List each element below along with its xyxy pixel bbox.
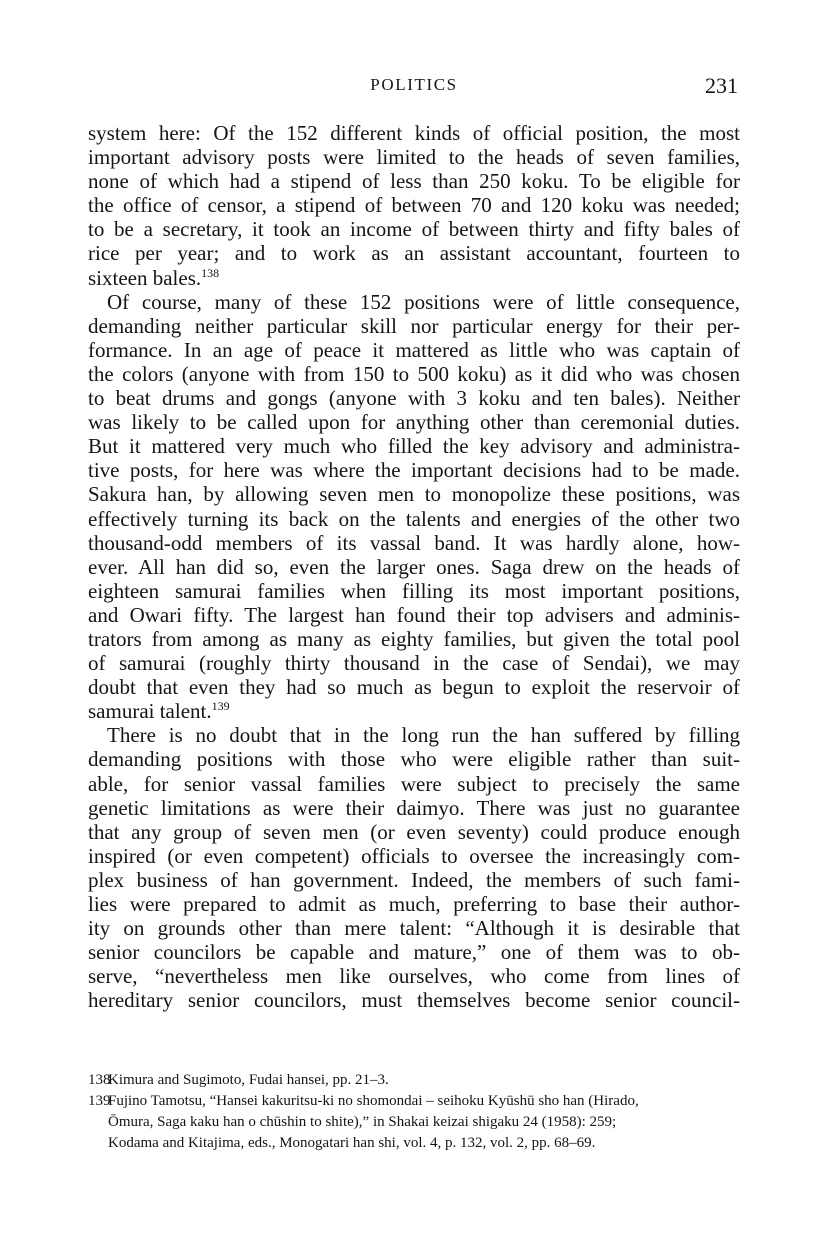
text-line: Sakura han, by allowing seven men to monopolize these positions, was xyxy=(88,482,740,507)
text-line: There is no doubt that in the long run the han suffered by filling xyxy=(107,723,740,748)
text-line: hereditary senior councilors, must themselves become senior council- xyxy=(88,988,740,1013)
text-line: plex business of han government. Indeed, the members of such fami- xyxy=(88,867,740,892)
footnote-138 xyxy=(88,1070,740,1091)
text-line: system here: Of the 152 different kinds of official position, the most xyxy=(88,121,740,145)
text-line: inspired (or even competent) officials to oversee the increasingly com- xyxy=(88,843,740,868)
text-line: trators from among as many as eighty families, but given the total pool xyxy=(88,626,740,651)
footnote-reference-139: 139 xyxy=(211,699,230,714)
text-line: serve, “nevertheless men like ourselves, who come from lines of xyxy=(88,964,740,989)
running-head xyxy=(88,73,740,97)
text-line: to be a secretary, it took an income of between thirty and fifty bales of xyxy=(88,217,740,242)
text-line: lies were prepared to admit as much, preferring to base their author- xyxy=(88,892,740,916)
footnote-text: Fujino Tamotsu, “Hansei kakuritsu-ki no shomondai – seihoku Kyūshū sho han (Hirado, xyxy=(108,1093,639,1109)
text-line: to beat drums and gongs (anyone with 3 koku and ten bales). Neither xyxy=(88,386,740,411)
text-line: ever. All han did so, even the larger ones. Saga drew on the heads of xyxy=(88,554,740,579)
text-line: the office of censor, a stipend of between 70 and 120 koku was needed; xyxy=(88,193,740,218)
page-number: 231 xyxy=(705,73,738,98)
footnote-text: Kimura and Sugimoto, Fudai hansei, pp. 21–3. xyxy=(108,1072,389,1088)
text-line: ity on grounds other than mere talent: “Although it is desirable that xyxy=(88,916,740,941)
footnote-139 xyxy=(88,1091,740,1112)
text-line: of samurai (roughly thirty thousand in the case of Sendai), we may xyxy=(88,651,740,676)
text-line: doubt that even they had so much as begun to exploit the reservoir of xyxy=(88,675,740,700)
text-line xyxy=(88,266,740,290)
text-line: eighteen samurai families when filling its most important positions, xyxy=(88,578,740,603)
text-line: none of which had a stipend of less than 250 koku. To be eligible for xyxy=(88,169,740,194)
text-line: Of course, many of these 152 positions were of little consequence, xyxy=(107,289,740,314)
text-line: effectively turning its back on the talents and energies of the other two xyxy=(88,506,740,531)
text-line: demanding positions with those who were eligible rather than suit- xyxy=(88,747,740,772)
text-line: was likely to be called upon for anything other than ceremonial duties. xyxy=(88,410,740,435)
footnote-number: 138 xyxy=(88,1072,111,1088)
footnote-text: Kodama and Kitajima, eds., Monogatari han shi, vol. 4, p. 132, vol. 2, pp. 68–69. xyxy=(108,1135,596,1151)
footnote-text: Ōmura, Saga kaku han o chūshin to shite),” in Shakai keizai shigaku 24 (1958): 259; xyxy=(108,1114,617,1130)
body-text xyxy=(88,121,740,1012)
text-line: thousand-odd members of its vassal band. It was hardly alone, how- xyxy=(88,530,740,555)
text-line xyxy=(88,699,740,723)
text-line: senior councilors be capable and mature,” one of them was to ob- xyxy=(88,940,740,965)
running-title: POLITICS xyxy=(370,75,458,94)
text-line: able, for senior vassal families were subject to precisely the same xyxy=(88,771,740,796)
text-line: rice per year; and to work as an assistant accountant, fourteen to xyxy=(88,241,740,266)
text-line: formance. In an age of peace it mattered as little who was captain of xyxy=(88,337,740,362)
text-fragment: sixteen bales. xyxy=(88,265,202,290)
text-fragment: samurai talent. xyxy=(88,699,212,724)
text-line: and Owari fifty. The largest han found their top advisers and adminis- xyxy=(88,602,740,627)
footnote-reference-138: 138 xyxy=(201,265,220,280)
text-line: tive posts, for here was where the important decisions had to be made. xyxy=(88,458,740,483)
text-line: But it mattered very much who filled the key advisory and administra- xyxy=(88,434,740,459)
text-line: genetic limitations as were their daimyo. There was just no guarantee xyxy=(88,795,740,820)
text-line: the colors (anyone with from 150 to 500 koku) as it did who was chosen xyxy=(88,361,740,386)
footnotes xyxy=(88,1070,740,1154)
text-line: important advisory posts were limited to the heads of seven families, xyxy=(88,145,740,170)
text-line: demanding neither particular skill nor particular energy for their per- xyxy=(88,313,740,338)
text-line: that any group of seven men (or even seventy) could produce enough xyxy=(88,819,740,844)
footnote-number: 139 xyxy=(88,1093,111,1109)
